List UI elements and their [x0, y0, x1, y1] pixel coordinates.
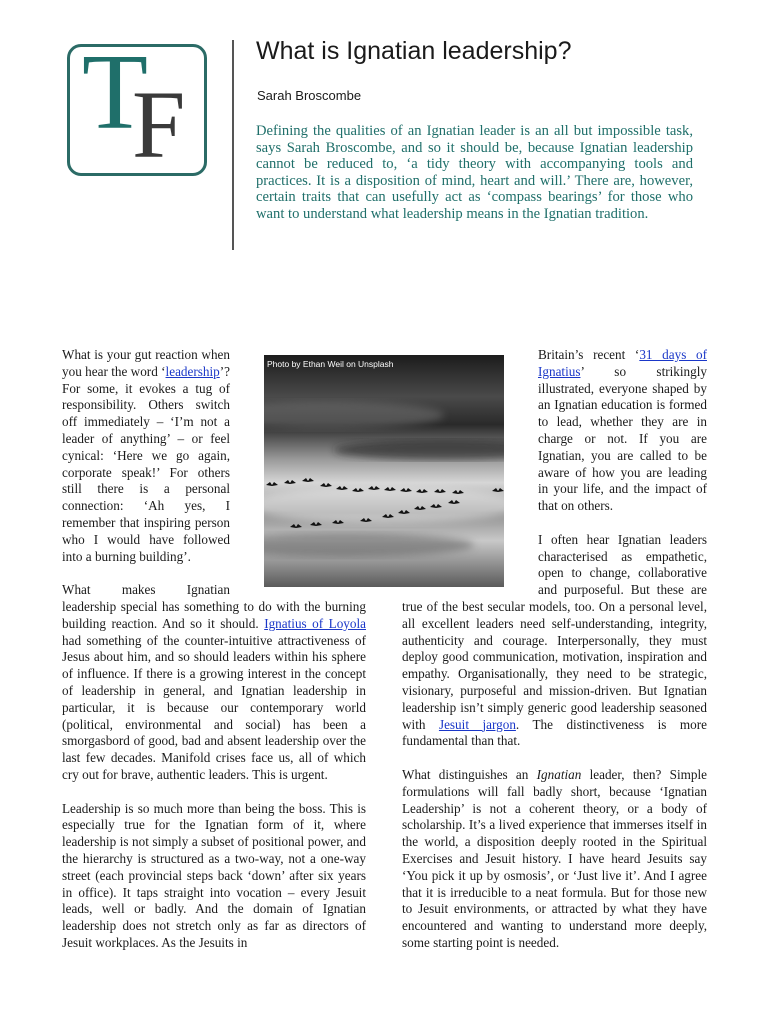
leadership-link[interactable]: leadership	[165, 363, 220, 379]
header-divider	[232, 40, 234, 250]
text-run: ’ so strikingly illustrated, everyone shaped by an Ignatian education is formed to lead, whether they are in charge or not. If you are Ignatian, you are called to be aware of how you are leading in your life, and the impact of that on others.	[538, 363, 707, 514]
article-title: What is Ignatian leadership?	[256, 37, 572, 65]
photo-spacer	[242, 347, 366, 583]
text-run: Britain’s recent ‘	[538, 347, 640, 362]
text-run: I often hear Ignatian leaders characterised as empathetic, open to change, collaborative and purposeful. But these are true of the best secular models, too. On a personal level, all excellent leaders need self-understanding, integrity, authenticity and courage. Interpersonally, they must deploy good communication, motivation, inspiration and empathy. Organisationally, they need to be strategic, visionary, purposeful and mission-driven. But Ignatian leadership isn’t simply generic good leadership seasoned with	[402, 531, 707, 732]
photo-spacer	[402, 347, 526, 583]
right-column	[402, 347, 707, 968]
article-author: Sarah Broscombe	[257, 88, 362, 103]
31-days-of-ignatius-link[interactable]: 31 days of Ignatius	[538, 347, 707, 379]
paragraph	[62, 801, 366, 952]
text-run: ’? For some, it evokes a tug of responsibility. Others switch off immediately – ‘I’m not a leader of anything’ – or feel cynical: ‘Here we go again, corporate speak!’ For others still there is a personal connection: ‘Ah yes, I remember that inspiring person who I would have followed into a burning building’.	[62, 363, 230, 564]
text-run: What is your gut reaction when you hear the word ‘	[62, 347, 230, 379]
text-run: . The distinctiveness is more fundamental than that.	[402, 716, 707, 749]
publication-logo	[67, 44, 207, 176]
text-run: Leadership is so much more than being the boss. This is especially true for the Ignatian form of it, where leadership is not simply a subset of positional power, and the hierarchy is structured as a two-way, not a one-way street (each provincial steps back ‘down’ after six years in office). It taps straight into vocation – every Jesuit leads, well or badly. And the domain of Ignatian leadership does not stretch only as far as directors of Jesuit workplaces. As the Jesuits in	[62, 800, 366, 950]
text-run: What distinguishes an	[402, 766, 537, 782]
left-column	[62, 347, 366, 968]
paragraph	[62, 582, 366, 784]
paragraph	[402, 767, 707, 952]
ignatius-of-loyola-link[interactable]: Ignatius of Loyola	[264, 615, 366, 631]
logo-letter-t: T	[82, 44, 148, 152]
article-standfirst: Defining the qualities of an Ignatian leader is an all but impossible task, says Sarah Broscombe, and so it should be, because Ignatian leadership cannot be reduced to, ‘a tidy theory with accompanying tools and practices. It is a disposition of mind, heart and will.’ There are, however, certain traits that can usefully act as ‘compass bearings’ for those who want to understand what leadership means in the Ignatian tradition.	[256, 123, 693, 222]
jesuit-jargon-link[interactable]: Jesuit jargon	[438, 716, 516, 732]
text-run: leader, then? Simple formulations will fall badly short, because ‘Ignatian Leadership’ is not a coherent theory, or a body of scholarship. It’s a lived experience that immerses itself in the world, a disposition deeply rooted in the Spiritual Exercises and Jesuit history. I have heard Jesuits say ‘You pick it up by osmosis’, or ‘Just live it’. And I agree that it is irreducible to a neat formula. But for those new to Jesuit environments, or attracted by what they have encountered and wanting to understand more deeply, some starting point is needed.	[402, 766, 707, 950]
photo-credit: Photo by Ethan Weil on Unsplash	[267, 359, 394, 369]
logo-letter-f: F	[132, 71, 186, 176]
ignatian-emphasis: Ignatian	[536, 766, 582, 782]
text-run: What makes Ignatian leadership special has something to do with the burning building reaction. And so it should.	[62, 582, 366, 631]
text-run: had something of the counter-intuitive attractiveness of Jesus about him, and so should leaders within his sphere of influence. If there is a growing interest in the concept of leadership in general, and Ignatian leadership in particular, it is because our contemporary world (political, environmental and social) has been a smorgasbord of good, bad and absent leadership over the last few decades. Manifold crises face us, all of which cry out for brave, authentic leaders. This is urgent.	[62, 632, 366, 782]
